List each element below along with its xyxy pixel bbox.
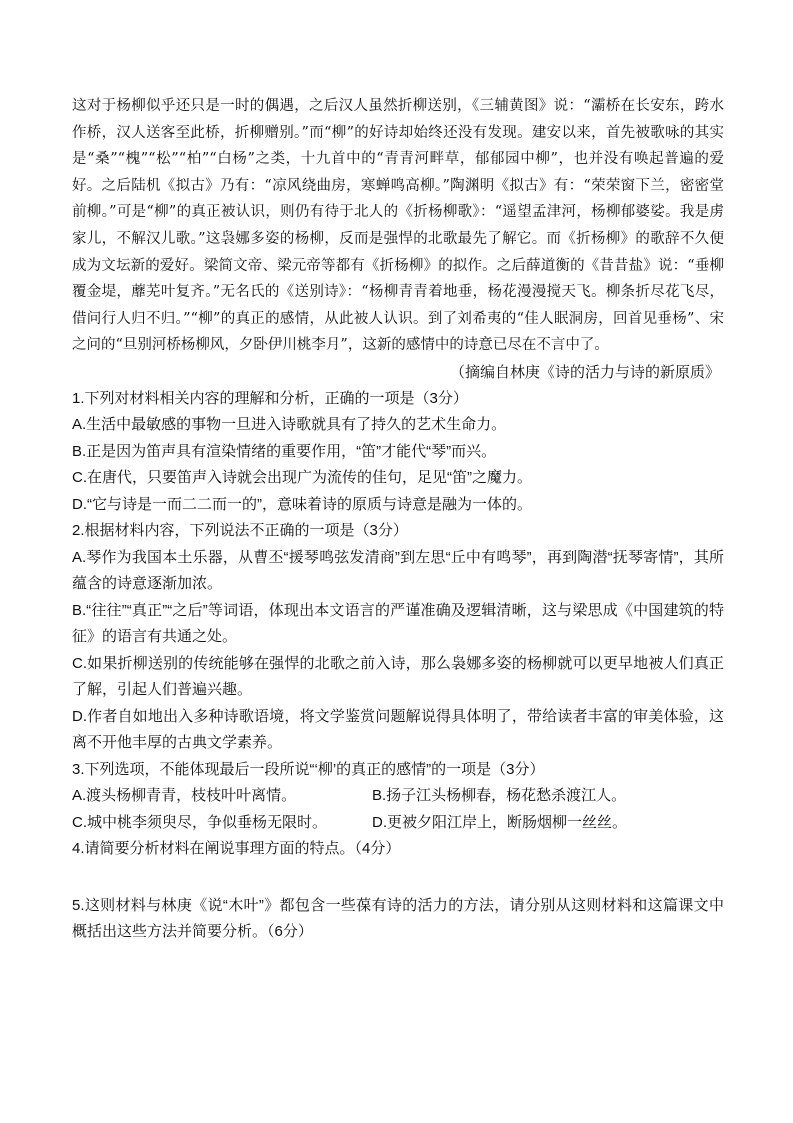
exam-page bbox=[72, 93, 724, 946]
question-1-option-d: D.“它与诗是一而二二而一的”，意味着诗的原质与诗意是融为一体的。 bbox=[72, 495, 532, 513]
question-3-option-c: C.城中桃李须臾尽，争似垂杨无限时。 bbox=[72, 813, 328, 831]
question-1-option-a: A.生活中最敏感的事物一旦进入诗歌就具有了持久的艺术生命力。 bbox=[72, 416, 507, 434]
question-1-option-b: B.正是因为笛声具有渲染情绪的重要作用，“笛”才能代“琴”而兴。 bbox=[72, 442, 497, 460]
passage-paragraph: 这对于杨柳似乎还只是一时的偶遇，之后汉人虽然折柳送别，《三辅黄图》说：“灞桥在长安东，跨水作桥，汉人送客至此桥，折柳赠别。”而“柳”的好诗却始终还没有发现。建安以来，首先被歌咏的其实是“桑”“槐”“松”“柏”“白杨”之类，十九首中的“青青河畔草，郁郁园中柳”，也并没有唤起普遍的爱好。之后陆机《拟古》乃有：“凉风绕曲房，寒蝉鸣高柳。”陶渊明《拟古》有：“荣荣窗下兰，密密堂前柳。”可是“柳”的真正被认识，则仍有待于北人的《折杨柳歌》：“遥望孟津河，杨柳郁婆娑。我是虏家儿，不解汉儿歌。”这袅娜多姿的杨柳，反而是强悍的北歌最先了解它。而《折杨柳》的歌辞不久便成为文坛新的爱好。梁简文帝、梁元帝等都有《折杨柳》的拟作。之后薛道衡的《昔昔盐》说：“垂柳覆金堤，蘼芜叶复齐。”无名氏的《送别诗》：“杨柳青青着地垂，杨花漫漫搅天飞。柳条折尽花飞尽，借问行人归不归。”“柳”的真正的感情，从此被人认识。到了刘希夷的“佳人眠洞房，回首见垂杨”、宋之问的“旦别河桥杨柳风，夕卧伊川桃李月”，这新的感情中的诗意已尽在不言中了。 bbox=[72, 98, 724, 354]
question-1-stem: 1.下列对材料相关内容的理解和分析，正确的一项是（3分） bbox=[72, 389, 468, 407]
question-3-option-b: B.扬子江头杨柳春，杨花愁杀渡江人。 bbox=[372, 787, 627, 805]
question-2 bbox=[72, 518, 724, 757]
question-2-option-a: A.琴作为我国本土乐器，从曹丕“援琴鸣弦发清商”到左思“丘中有鸣琴”，再到陶潜“抚琴寄情”，其所蕴含的诗意逐渐加浓。 bbox=[72, 548, 724, 593]
question-2-option-b: B.“往往”“真正”“之后”等词语，体现出本文语言的严谨准确及逻辑清晰，这与梁思成《中国建筑的特征》的语言有共通之处。 bbox=[72, 601, 724, 646]
question-3-stem: 3.下列选项，不能体现最后一段所说“‘柳’的真正的感情”的一项是（3分） bbox=[72, 760, 545, 778]
question-4 bbox=[72, 836, 724, 863]
question-1 bbox=[72, 386, 724, 519]
question-2-stem: 2.根据材料内容，下列说法不正确的一项是（3分） bbox=[72, 522, 408, 540]
question-4-stem: 4.请简要分析材料在阐说事理方面的特点。（4分） bbox=[72, 840, 401, 858]
question-2-option-d: D.作者自如地出入多种诗歌语境，将文学鉴赏问题解说得具体明了，带给读者丰富的审美体验，这离不开他丰厚的古典文学素养。 bbox=[72, 707, 724, 752]
answer-space bbox=[72, 863, 724, 893]
question-5-stem: 5.这则材料与林庚《说“木叶”》都包含一些葆有诗的活力的方法，请分别从这则材料和这篇课文中概括出这些方法并简要分析。（6分） bbox=[72, 896, 724, 941]
question-5 bbox=[72, 893, 724, 946]
question-3-option-d: D.更被夕阳江岸上，断肠烟柳一丝丝。 bbox=[372, 813, 628, 831]
passage-source: （摘编自林庚《诗的活力与诗的新原质》 bbox=[449, 364, 720, 381]
question-3-options-row-1 bbox=[72, 783, 724, 810]
question-3-option-a: A.渡头杨柳青青，枝枝叶叶离情。 bbox=[72, 787, 297, 805]
question-1-option-c: C.在唐代，只要笛声入诗就会出现广为流传的佳句，足见“笛”之魔力。 bbox=[72, 469, 532, 487]
question-2-option-c: C.如果折柳送别的传统能够在强悍的北歌之前入诗，那么袅娜多姿的杨柳就可以更早地被人们真正了解，引起人们普遍兴趣。 bbox=[72, 654, 724, 699]
question-3-options-row-2 bbox=[72, 810, 724, 837]
question-3 bbox=[72, 757, 724, 837]
